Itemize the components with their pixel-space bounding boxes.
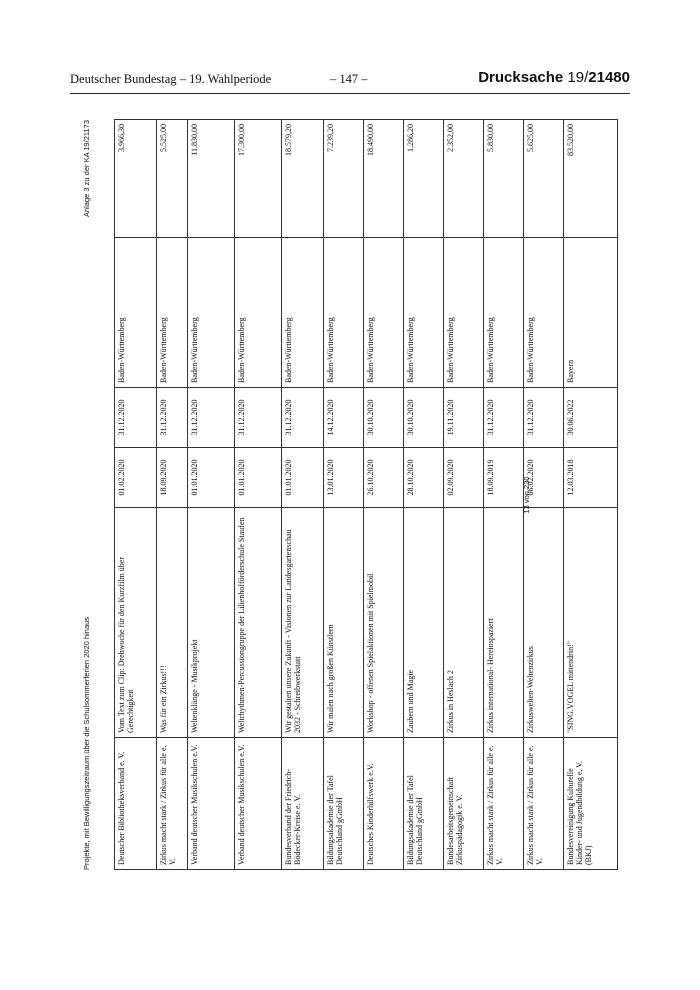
state-cell: Baden-Württemberg (115, 238, 157, 388)
start-date-cell: 18.09.2019 (484, 448, 524, 508)
state-cell: Baden-Württemberg (282, 238, 324, 388)
state-cell: Baden-Württemberg (324, 238, 364, 388)
project-cell: Zirkus international- Hereinspaziert (484, 508, 524, 738)
amount-cell: 5.830,00 (484, 120, 524, 238)
amount-cell: 17.300,00 (235, 120, 282, 238)
project-cell: Vom Text zum Clip: Drehwoche für den Kurzfilm über Gerechtigkeit (115, 508, 157, 738)
end-date-cell: 14.12.2020 (324, 388, 364, 448)
state-cell: Baden-Württemberg (524, 238, 564, 388)
project-cell: Wir malen nach großen Künstlern (324, 508, 364, 738)
project-cell: Zirkuswelten-Weltenzirkus (524, 508, 564, 738)
end-date-cell: 31.12.2020 (188, 388, 235, 448)
state-cell: Baden-Württemberg (444, 238, 484, 388)
projects-table (114, 119, 618, 870)
table-row (484, 120, 524, 870)
organisation-cell: Verband deutscher Musikschulen e.V. (235, 738, 282, 870)
start-date-cell: 06.02.2020 (524, 448, 564, 508)
table-row (157, 120, 188, 870)
annex-reference: Anlage 3 zu der KA 19/21173 (82, 120, 91, 218)
table-row (444, 120, 484, 870)
project-cell: "SING.VOGEL mittendrin!" (564, 508, 618, 738)
project-cell: Wir gestalten unsere Zukunft - Visionen zur Landesgartenschau 2032 - Schreibwerkstatt (282, 508, 324, 738)
end-date-cell: 31.12.2020 (235, 388, 282, 448)
start-date-cell: 01.02.2020 (115, 448, 157, 508)
annex-page-number: 13 von 230 (522, 476, 531, 514)
table-row (404, 120, 444, 870)
amount-cell: 5.625,00 (524, 120, 564, 238)
amount-cell: 11.830,00 (188, 120, 235, 238)
state-cell: Baden-Württemberg (404, 238, 444, 388)
amount-cell: 3.966,30 (115, 120, 157, 238)
start-date-cell: 28.10.2020 (404, 448, 444, 508)
state-cell: Baden-Württemberg (157, 238, 188, 388)
end-date-cell: 31.12.2020 (115, 388, 157, 448)
amount-cell: 7.239,20 (324, 120, 364, 238)
state-cell: Baden-Württemberg (235, 238, 282, 388)
end-date-cell: 19.11.2020 (444, 388, 484, 448)
organisation-cell: Deutscher Bibliotheksverband e. V. (115, 738, 157, 870)
table-row (364, 120, 404, 870)
start-date-cell: 18.09.2020 (157, 448, 188, 508)
end-date-cell: 31.12.2020 (157, 388, 188, 448)
amount-cell: 1.286,20 (404, 120, 444, 238)
header-drucksache: Drucksache 19/21480 (478, 69, 630, 86)
project-cell: Was für ein Zirkus!!! (157, 508, 188, 738)
table-row (235, 120, 282, 870)
state-cell: Bayern (564, 238, 618, 388)
organisation-cell: Zirkus macht stark / Zirkus für alle e. V. (157, 738, 188, 870)
table-row (282, 120, 324, 870)
header-rule (70, 93, 630, 94)
header-page-number: – 147 – (330, 72, 368, 86)
annex-caption: Projekte, mit Bewilligungszeitraum über die Schulsommerferien 2020 hinaus (82, 616, 91, 870)
state-cell: Baden-Württemberg (188, 238, 235, 388)
organisation-cell: Bundesvereinigung Kulturelle Kinder- und Jugendbildung e. V. (BKJ) (564, 738, 618, 870)
start-date-cell: 02.09.2020 (444, 448, 484, 508)
organisation-cell: Verband deutscher Musikschulen e.V. (188, 738, 235, 870)
start-date-cell: 12.03.2018 (564, 448, 618, 508)
project-cell: Weltenklänge - Musikprojekt (188, 508, 235, 738)
start-date-cell: 13.01.2020 (324, 448, 364, 508)
amount-cell: 18.579,20 (282, 120, 324, 238)
end-date-cell: 31.12.2020 (484, 388, 524, 448)
table-row (564, 120, 618, 870)
start-date-cell: 01.01.2020 (235, 448, 282, 508)
organisation-cell: Deutsches Kinderhilfswerk e.V. (364, 738, 404, 870)
rotated-annex-page (82, 120, 594, 870)
header-publication: Deutscher Bundestag – 19. Wahlperiode (70, 72, 272, 86)
organisation-cell: Zirkus macht stark / Zirkus für alle e. V. (524, 738, 564, 870)
amount-cell: 83.520,00 (564, 120, 618, 238)
state-cell: Baden-Württemberg (364, 238, 404, 388)
organisation-cell: Bildungsakademie der Tafel Deutschland gGmbH (404, 738, 444, 870)
organisation-cell: Bildungsakademie der Tafel Deutschland gGmbH (324, 738, 364, 870)
start-date-cell: 01.01.2020 (282, 448, 324, 508)
end-date-cell: 30.06.2022 (564, 388, 618, 448)
organisation-cell: Zirkus macht stark / Zirkus für alle e. V. (484, 738, 524, 870)
end-date-cell: 31.12.2020 (282, 388, 324, 448)
amount-cell: 2.352,00 (444, 120, 484, 238)
organisation-cell: Bundesarbeitsgemeinschaft Zirkuspädagogik e. V. (444, 738, 484, 870)
start-date-cell: 01.01.2020 (188, 448, 235, 508)
start-date-cell: 26.10.2020 (364, 448, 404, 508)
table-row (188, 120, 235, 870)
project-cell: Zirkus in Heslach 2 (444, 508, 484, 738)
state-cell: Baden-Württemberg (484, 238, 524, 388)
project-cell: Weltrhythmen-Percussiongruppe der Lilienhofförderschule Staufen (235, 508, 282, 738)
page-header (70, 69, 630, 94)
end-date-cell: 30.10.2020 (364, 388, 404, 448)
end-date-cell: 31.12.2020 (524, 388, 564, 448)
amount-cell: 18.490,00 (364, 120, 404, 238)
end-date-cell: 30.10.2020 (404, 388, 444, 448)
table-row (324, 120, 364, 870)
table-row (115, 120, 157, 870)
amount-cell: 5.525,00 (157, 120, 188, 238)
project-cell: Workshop - offenen Spielaktionen mit Spielmobil (364, 508, 404, 738)
project-cell: Zaubern und Magie (404, 508, 444, 738)
organisation-cell: Bundesverband der Friedrich-Bödecker-Kreise e. V. (282, 738, 324, 870)
